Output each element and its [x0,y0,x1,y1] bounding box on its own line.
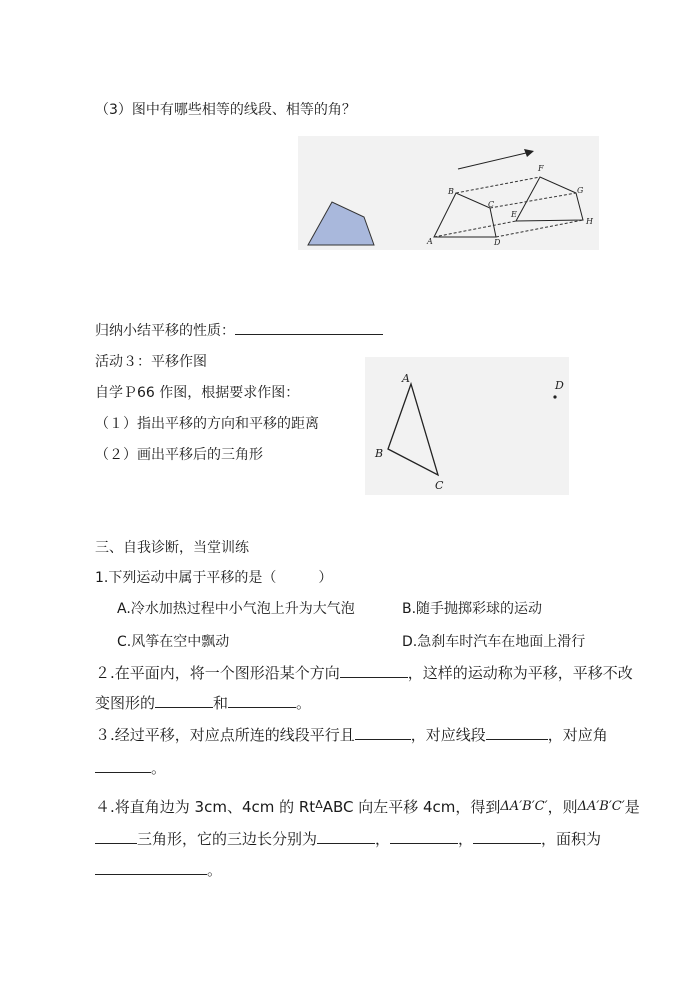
label-a: A [402,372,410,385]
q3b-blank-3[interactable] [95,758,151,773]
q2-text-1: ２.在平面内，将一个图形沿某个方向 [95,664,340,682]
q4-symbol-1: ΔA′B′C′ [500,799,548,814]
q4-comma-2: ， [458,830,474,848]
label-g: G [577,186,584,195]
q4-comma-1: ， [375,830,391,848]
summary-label: 归纳小结平移的性质： [95,323,235,339]
activity-intro: 自学Ｐ66 作图，根据要求作图： [95,385,300,401]
question-3-text: （3）图中有哪些相等的线段、相等的角？ [95,102,356,118]
original-quadrilateral [434,193,496,237]
label-e: E [511,210,517,219]
q2-blank-3[interactable] [228,693,296,708]
label-c: C [435,479,444,492]
q2-text-2: ，这样的运动称为平移，平移不改 [407,664,633,682]
triangle-figure-svg [365,357,569,495]
point-d [553,395,556,398]
dashed-segment-bf [456,177,540,193]
q2-blank-1[interactable] [340,663,408,678]
q1-option-c[interactable]: C.风筝在空中飘动 [117,634,230,650]
q4-blank-5[interactable] [95,860,207,875]
q4-text-6: ，面积为 [541,830,602,848]
direction-arrow-head [524,149,534,157]
triangle-figure [365,357,569,495]
activity-task-1: （１）指出平移的方向和平移的距离 [95,416,319,432]
q3b-blank-1[interactable] [355,725,411,740]
q3b-line-1 [95,725,608,745]
q1-stem: 1.下列运动中属于平移的是（ ） [95,570,333,586]
q4-line-3 [95,860,222,880]
translation-figure [298,136,599,250]
label-f: F [538,164,544,173]
translated-quadrilateral [516,177,583,221]
q4-line-2 [95,829,601,849]
label-b: B [375,447,384,460]
q4-text-5: 三角形，它的三边长分别为 [137,830,318,848]
q4-symbol-2: ΔA′B′C′ [577,799,625,814]
triangle-abc [388,384,438,475]
summary-blank[interactable] [235,320,383,335]
q2-line-1 [95,663,633,683]
q4-text-1: ４.将直角边为 3cm、4cm 的 Rt [95,798,316,816]
activity-task-2: （２）画出平移后的三角形 [95,447,263,463]
q1-option-a[interactable]: A.冷水加热过程中小气泡上升为大气泡 [117,601,355,617]
q4-text-3: ，则 [547,798,578,816]
filled-quadrilateral [308,202,374,245]
q3b-line-2 [95,758,166,778]
q2-text-4: 和 [213,694,229,712]
dashed-segment-cg [490,193,576,208]
label-d: D [555,379,564,392]
q1-option-b[interactable]: B.随手抛掷彩球的运动 [402,601,543,617]
q3b-blank-2[interactable] [486,725,548,740]
q4-blank-4[interactable] [473,829,541,844]
q4-triangle-symbol: Δ [315,798,323,811]
q4-text-2: ABC 向左平移 4cm，得到 [322,798,501,816]
q3b-text-2: ，对应线段 [410,726,486,744]
q2-blank-2[interactable] [155,693,213,708]
translation-figure-svg [298,136,599,250]
q4-text-4: 是 [624,798,640,816]
q4-text-7: 。 [207,861,223,879]
q2-text-3: 变图形的 [95,694,156,712]
dashed-segment-ae [434,221,516,237]
q4-line-1 [95,795,640,817]
label-d: D [494,238,501,247]
label-b: B [448,187,454,196]
label-h: H [586,217,593,226]
q3b-text-1: ３.经过平移，对应点所连的线段平行且 [95,726,355,744]
activity-title: 活动３：平移作图 [95,354,207,370]
q3b-text-4: 。 [151,759,167,777]
q4-blank-2[interactable] [317,829,375,844]
q1-option-d[interactable]: D.急刹车时汽车在地面上滑行 [402,634,586,650]
q2-text-5: 。 [296,694,312,712]
summary-line [95,320,383,341]
section-heading: 三、自我诊断，当堂训练 [95,540,249,556]
q4-blank-1[interactable] [95,829,137,844]
label-a: A [427,237,433,246]
q3b-text-3: ，对应角 [547,726,608,744]
label-c: C [488,200,495,209]
q4-blank-3[interactable] [390,829,458,844]
direction-arrow-line [458,153,526,169]
q2-line-2 [95,693,311,713]
